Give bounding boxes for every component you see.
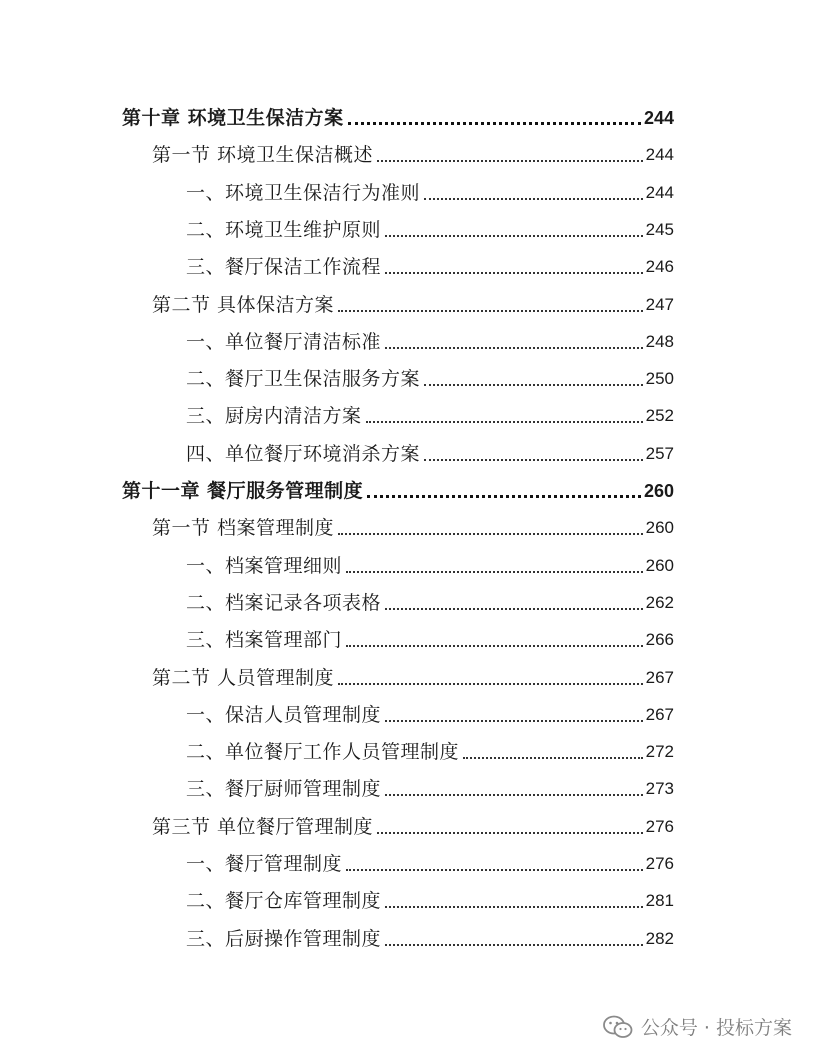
toc-entry-label: 二、档案记录各项表格	[186, 591, 382, 614]
toc-dot-leader	[346, 645, 643, 647]
toc-page-number: 250	[645, 369, 674, 389]
toc-subsection-entry[interactable]	[186, 734, 674, 764]
toc-entry-label: 三、厨房内清洁方案	[186, 405, 362, 428]
toc-page-number: 273	[645, 779, 674, 799]
toc-entry-label: 二、餐厅卫生保洁服务方案	[186, 368, 421, 391]
toc-dot-leader	[385, 794, 643, 796]
watermark-text: 公众号 · 投标方案	[640, 1017, 792, 1039]
toc-entry-label: 三、档案管理部门	[186, 629, 343, 652]
toc-entry-label: 三、餐厅保洁工作流程	[186, 256, 382, 279]
toc-subsection-entry[interactable]	[186, 548, 674, 578]
toc-dot-leader	[424, 459, 643, 461]
toc-page-number: 247	[645, 294, 674, 314]
toc-dot-leader	[338, 533, 643, 535]
toc-subsection-entry[interactable]	[186, 697, 674, 727]
toc-page-number: 267	[645, 704, 674, 724]
toc-entry-label: 一、环境卫生保洁行为准则	[186, 181, 421, 204]
toc-dot-leader	[385, 272, 643, 274]
toc-page-number: 257	[645, 443, 674, 463]
toc-entry-label: 第二节 人员管理制度	[152, 666, 335, 689]
toc-entry-label: 一、单位餐厅清洁标准	[186, 330, 382, 353]
toc-dot-leader	[346, 571, 643, 573]
toc-dot-leader	[338, 683, 643, 685]
toc-entry-label: 四、单位餐厅环境消杀方案	[186, 442, 421, 465]
toc-subsection-entry[interactable]	[186, 622, 674, 652]
toc-entry-label: 第三节 单位餐厅管理制度	[152, 815, 374, 838]
toc-page-number: 246	[645, 257, 674, 277]
toc-subsection-entry[interactable]	[186, 175, 674, 205]
toc-subsection-entry[interactable]	[186, 398, 674, 428]
toc-dot-leader	[463, 757, 643, 759]
toc-page-number: 248	[645, 331, 674, 351]
toc-page-number: 276	[645, 854, 674, 873]
toc-entry-label: 第一节 环境卫生保洁概述	[152, 144, 374, 167]
toc-dot-leader	[377, 832, 643, 834]
toc-page-number: 262	[645, 592, 674, 612]
toc-section-entry[interactable]	[152, 287, 674, 317]
wechat-icon	[603, 1015, 633, 1039]
toc-page-number: 244	[645, 145, 674, 165]
toc-subsection-entry[interactable]	[186, 846, 674, 876]
toc-subsection-entry[interactable]	[186, 361, 674, 391]
toc-entry-label: 第十章 环境卫生保洁方案	[122, 107, 344, 129]
toc-dot-leader	[385, 906, 643, 908]
toc-section-entry[interactable]	[152, 137, 674, 167]
toc-section-entry[interactable]	[152, 510, 674, 540]
toc-entry-label: 三、后厨操作管理制度	[186, 927, 382, 950]
watermark	[603, 1013, 792, 1040]
toc-page-number: 260	[643, 481, 674, 501]
toc-section-entry[interactable]	[152, 809, 674, 839]
toc-entry-label: 第一节 档案管理制度	[152, 517, 335, 540]
toc-dot-leader	[424, 198, 643, 200]
toc-dot-leader	[377, 160, 643, 162]
toc-chapter-entry[interactable]	[122, 100, 674, 130]
toc-page-number: 282	[645, 928, 674, 948]
toc-dot-leader	[338, 310, 643, 312]
toc-page-number: 252	[645, 406, 674, 426]
toc-section-entry[interactable]	[152, 660, 674, 690]
toc-entry-label: 二、环境卫生维护原则	[186, 218, 382, 241]
toc-page-number: 276	[645, 816, 674, 836]
toc-entry-label: 一、餐厅管理制度	[186, 853, 343, 875]
toc-subsection-entry[interactable]	[186, 212, 674, 242]
toc-page-number: 266	[645, 630, 674, 650]
toc-subsection-entry[interactable]	[186, 883, 674, 913]
toc-page-number: 244	[645, 182, 674, 202]
toc-dot-leader	[424, 384, 643, 386]
toc-subsection-entry[interactable]	[186, 324, 674, 354]
toc-dot-leader	[385, 720, 643, 722]
toc-subsection-entry[interactable]	[186, 771, 674, 801]
toc-dot-leader	[385, 608, 643, 610]
toc-chapter-entry[interactable]	[122, 473, 674, 503]
toc-entry-label: 第二节 具体保洁方案	[152, 293, 335, 316]
toc-subsection-entry[interactable]	[186, 921, 674, 951]
toc-page-number: 244	[643, 108, 674, 128]
toc-dot-leader	[385, 347, 643, 349]
toc-dot-leader	[348, 122, 641, 125]
toc-dot-leader	[367, 495, 641, 498]
toc-entry-label: 一、保洁人员管理制度	[186, 703, 382, 726]
toc-dot-leader	[385, 944, 643, 946]
toc-page-number: 245	[645, 219, 674, 239]
toc-subsection-entry[interactable]	[186, 585, 674, 615]
toc-entry-label: 二、餐厅仓库管理制度	[186, 890, 382, 913]
toc-dot-leader	[366, 421, 643, 423]
toc-subsection-entry[interactable]	[186, 249, 674, 279]
toc-entry-label: 三、餐厅厨师管理制度	[186, 778, 382, 801]
toc-entry-label: 一、档案管理细则	[186, 554, 343, 577]
toc-entry-label: 二、单位餐厅工作人员管理制度	[186, 741, 460, 764]
toc-subsection-entry[interactable]	[186, 436, 674, 466]
toc-page-number: 272	[645, 742, 674, 762]
toc-page-number: 260	[645, 518, 674, 538]
toc-page-number: 260	[645, 555, 674, 575]
toc-entry-label: 第十一章 餐厅服务管理制度	[122, 480, 364, 502]
toc-page-number: 281	[645, 891, 674, 911]
toc-dot-leader	[385, 235, 643, 237]
toc-page-number: 267	[645, 667, 674, 687]
toc-dot-leader	[346, 869, 643, 871]
